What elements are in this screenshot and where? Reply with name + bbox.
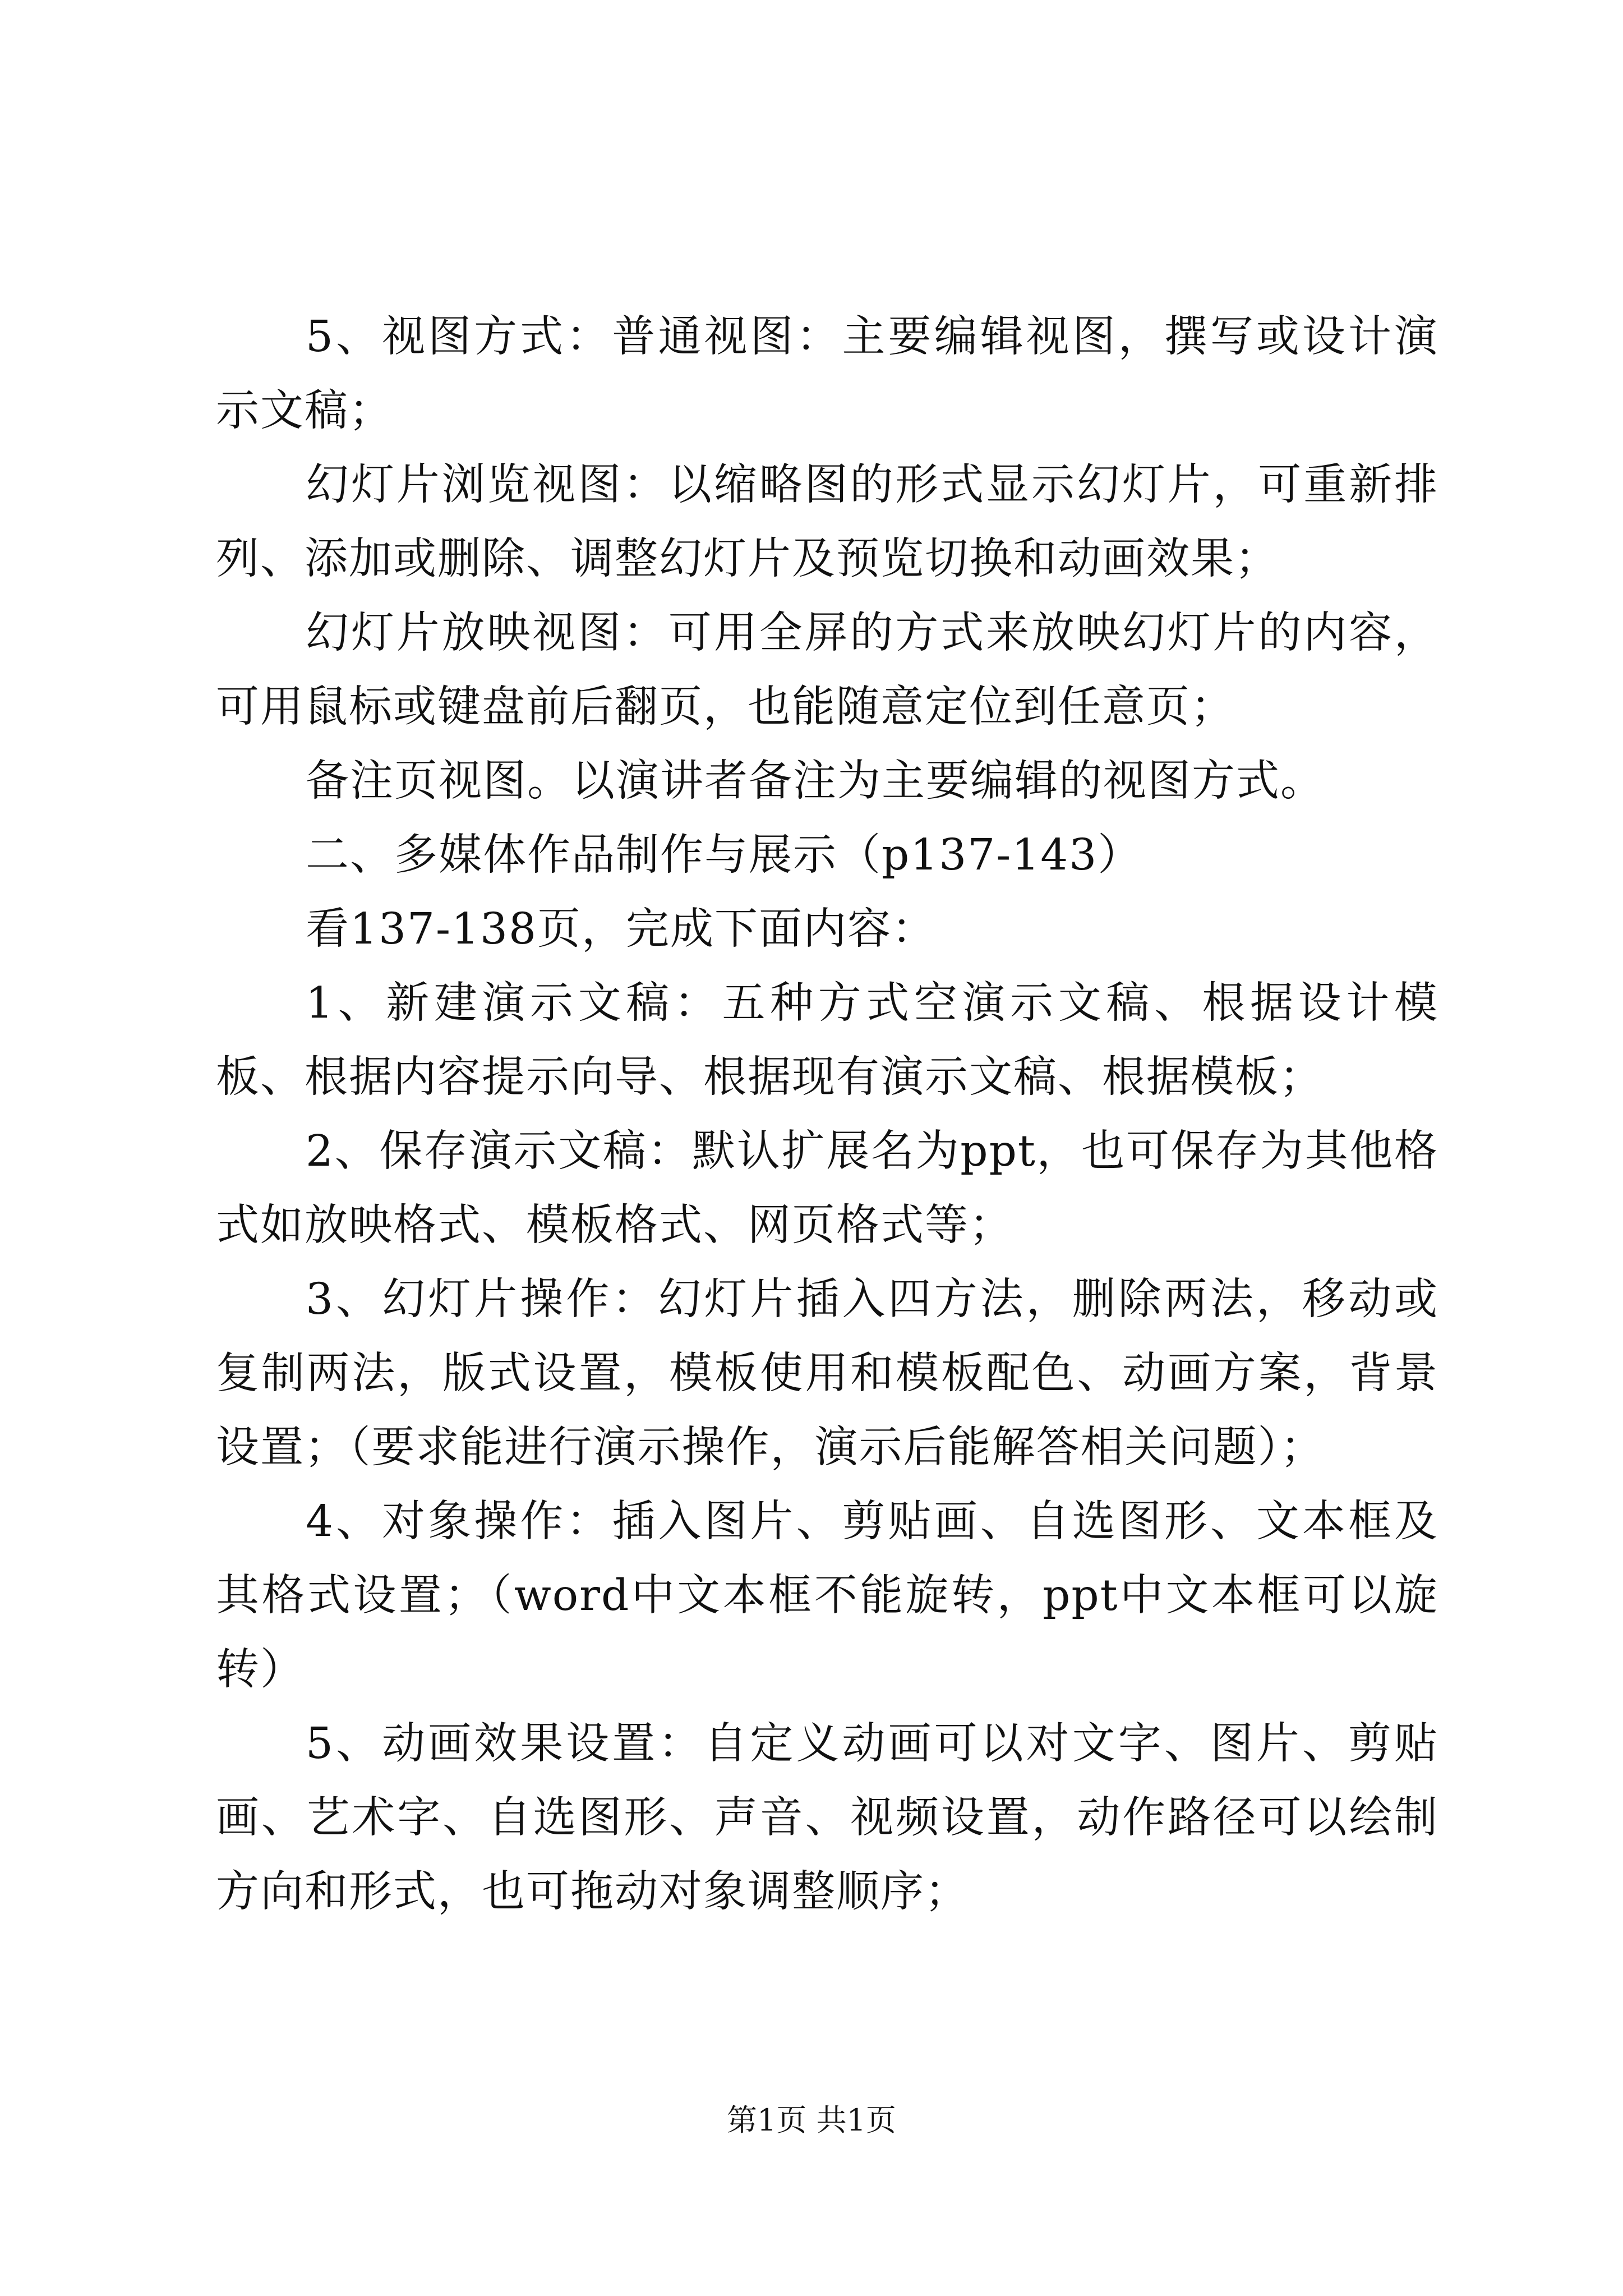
document-body — [216, 300, 1438, 1929]
paragraph-slide-sorter-view: 幻灯片浏览视图：以缩略图的形式显示幻灯片，可重新排列、添加或删除、调整幻灯片及预览切换和动画效果； — [216, 460, 1438, 584]
section-heading-multimedia: 二、多媒体作品制作与展示（p137-143） — [306, 830, 1142, 880]
paragraph-object-operations: 4、对象操作：插入图片、剪贴画、自选图形、文本框及其格式设置；（word中文本框不能旋转，ppt中文本框可以旋转） — [216, 1497, 1438, 1695]
paragraph-save-presentation: 2、保存演示文稿：默认扩展名为ppt，也可保存为其他格式如放映格式、模板格式、网页格式等； — [216, 1126, 1438, 1250]
paragraph-read-pages: 看137-138页，完成下面内容： — [306, 904, 936, 954]
page-footer — [0, 2101, 1623, 2140]
paragraph-new-presentation: 1、新建演示文稿：五种方式空演示文稿、根据设计模板、根据内容提示向导、根据现有演示文稿、根据模板； — [216, 978, 1438, 1102]
page-number-label: 第1页 共1页 — [727, 2102, 896, 2138]
paragraph-notes-page-view: 备注页视图。以演讲者备注为主要编辑的视图方式。 — [306, 756, 1325, 806]
paragraph-view-modes: 5、视图方式：普通视图：主要编辑视图，撰写或设计演示文稿； — [216, 312, 1438, 436]
paragraph-animation-settings: 5、动画效果设置：自定义动画可以对文字、图片、剪贴画、艺术字、自选图形、声音、视频设置，动作路径可以绘制方向和形式，也可拖动对象调整顺序； — [216, 1719, 1438, 1917]
paragraph-slide-show-view: 幻灯片放映视图：可用全屏的方式来放映幻灯片的内容，可用鼠标或键盘前后翻页，也能随意定位到任意页； — [216, 608, 1438, 732]
paragraph-slide-operations: 3、幻灯片操作：幻灯片插入四方法，删除两法，移动或复制两法，版式设置，模板使用和模板配色、动画方案，背景设置；（要求能进行演示操作，演示后能解答相关问题）； — [216, 1274, 1438, 1473]
